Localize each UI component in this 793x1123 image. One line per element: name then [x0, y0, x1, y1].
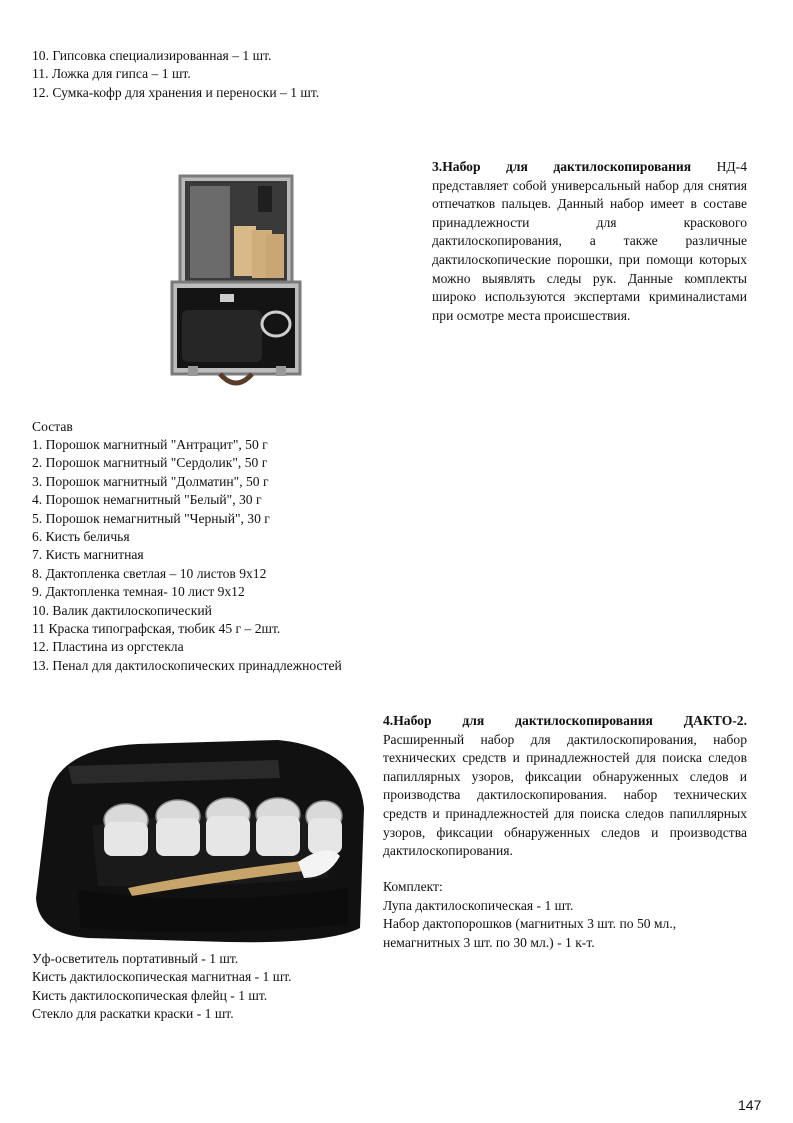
list-item: 9. Дактопленка темная- 10 лист 9x12: [32, 584, 245, 600]
list-item: 11. Ложка для гипса – 1 шт.: [32, 66, 191, 82]
kit-item: Лупа дактилоскопическая - 1 шт.: [383, 897, 574, 913]
list-item: 12. Пластина из оргстекла: [32, 639, 184, 655]
list-item: 7. Кисть магнитная: [32, 547, 144, 563]
section4-kit: [383, 878, 747, 952]
list-item: 11 Краска типографская, тюбик 45 г – 2шт.: [32, 621, 281, 637]
list-item: 13. Пенал для дактилоскопических принадлежностей: [32, 657, 342, 673]
list-item: Кисть дактилоскопическая магнитная - 1 шт.: [32, 969, 292, 985]
section4-body: Расширенный набор для дактилоскопирования, набор технических средств и принадлежностей для поиска следов папиллярных узоров, фиксации обнаруженных следов и производства дактилоскопирования. набор технических средств и принадлежностей для поиска следов папиллярных узоров, фиксации обнаруженных следов и производства дактилоскопирования.: [383, 731, 747, 859]
list-item: 5. Порошок немагнитный "Черный", 30 г: [32, 510, 270, 526]
section3-paragraph: [432, 158, 747, 325]
page-number: 147: [738, 1097, 762, 1113]
list-item: 6. Кисть беличья: [32, 529, 130, 545]
section3-body: НД-4 представляет собой универсальный набор для снятия отпечатков пальцев. Данный набор имеет в составе принадлежности для красковoго дактилоскопирования, а также различные дактилоскопические порошки, при помощи которых можно выявлять следы рук. Данные комплекты широко используются экспертами криминалистами при осмотре места происшествия.: [432, 159, 747, 323]
composition-list: [32, 436, 342, 675]
list-item: 2. Порошок магнитный "Сердолик", 50 г: [32, 455, 268, 471]
list-item: 3. Порошок магнитный "Долматин", 50 г: [32, 473, 269, 489]
composition-title: Состав: [32, 419, 73, 434]
list-item: 1. Порошок магнитный "Антрацит", 50 г: [32, 437, 268, 452]
kit-nd4-photo: [168, 170, 304, 394]
top-list: [32, 47, 319, 102]
list-item: 8. Дактопленка светлая – 10 листов 9x12: [32, 565, 267, 581]
list-item: 10. Валик дактилоскопический: [32, 602, 212, 618]
list-item: 4. Порошок немагнитный "Белый", 30 г: [32, 492, 262, 508]
list-item: 12. Сумка-кофр для хранения и переноски – 1 шт.: [32, 84, 320, 100]
list-item: Стекло для раскатки краски - 1 шт.: [32, 1006, 234, 1022]
list-item: 10. Гипсовка специализированная – 1 шт.: [32, 48, 272, 63]
bottom-list: [32, 950, 292, 1024]
section4-heading: 4.Набор для дактилоскопирования ДАКТО-2.: [383, 713, 747, 728]
kit-title: Комплект:: [383, 879, 443, 894]
kit-dakto2-photo: [28, 738, 368, 948]
list-item: Уф-осветитель портативный - 1 шт.: [32, 951, 239, 966]
section4-paragraph: [383, 712, 747, 861]
kit-item: Набор дактопорошков (магнитных 3 шт. по 50 мл., немагнитных 3 шт. по 30 мл.) - 1 к-т.: [383, 916, 677, 950]
section3-heading: 3.Набор для дактилоскопирования: [432, 159, 692, 174]
list-item: Кисть дактилоскопическая флейц - 1 шт.: [32, 987, 268, 1003]
